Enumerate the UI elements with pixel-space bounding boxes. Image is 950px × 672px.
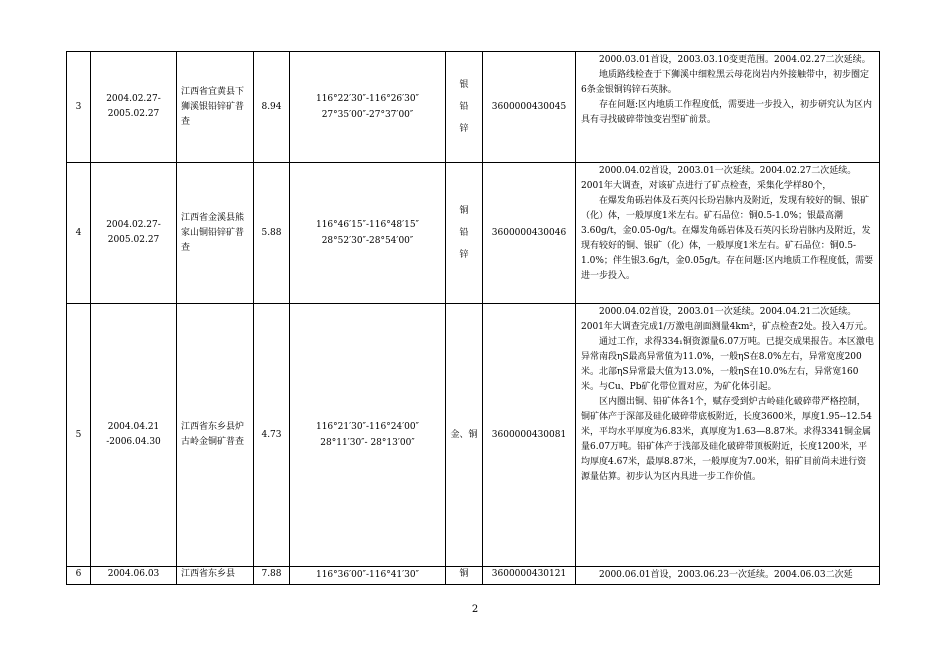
- desc-paragraph: 存在问题:区内地质工作程度低，需要进一步投入，初步研究认为区内具有寻找破碎带蚀变岩型矿前景。: [581, 100, 873, 125]
- period-cell: [91, 304, 177, 567]
- page-number: 2: [471, 604, 479, 615]
- desc-paragraph: 在爆发角砾岩体及石英闪长玢岩脉内及附近，发现有较好的铜、银矿（化）体，一般厚度1米左右。矿石品位：铜0.5-1.0%；银最高潮3.60g/t，金0.05-0g/t。在爆发角砾岩体及石英闪长玢岩脉内及附近，发现有较好的铜、银矿（化）体，一般厚度1米左右。矿石品位：铜0.5-1.0%；伴生银3.6g/t，金0.05g/t。存在问题:区内地质工作程度低，需要进一步投入。: [581, 196, 874, 281]
- description-cell: [576, 567, 880, 585]
- table-row: [67, 567, 880, 585]
- period-cell: [91, 52, 177, 163]
- period-end: -2006.04.30: [106, 437, 161, 447]
- mineral-cell: [446, 52, 483, 163]
- mineral-cell: 金、铜: [446, 304, 483, 567]
- table-row: [67, 52, 880, 163]
- area-cell: 7.88: [254, 567, 290, 585]
- table-row: [67, 163, 880, 304]
- mineral-char: 锌: [459, 250, 469, 260]
- table-row: [67, 304, 880, 567]
- desc-paragraph: 2000.06.01首设，2003.06.23一次延续。2004.06.03二次延: [599, 570, 853, 580]
- row-number: 6: [67, 567, 91, 585]
- permit-number: 3600000430121: [483, 567, 576, 585]
- mineral-cell: 铜: [446, 567, 483, 585]
- mineral-cell: [446, 163, 483, 304]
- coordinates-cell: [290, 304, 446, 567]
- latitude-range: 27°35′00″-27°37′00″: [321, 110, 414, 120]
- latitude-range: 28°52′30″-28°54′00″: [321, 236, 414, 246]
- mineral-char: 铅: [459, 228, 469, 238]
- project-name: 江西省宜黄县下狮溪银铅锌矿普查: [177, 52, 254, 163]
- description-cell: [576, 304, 880, 567]
- row-number: 3: [67, 52, 91, 163]
- area-cell: 4.73: [254, 304, 290, 567]
- desc-paragraph: 2000.04.02首设，2003.01一次延续。2004.02.27二次延续。2001年大调查，对该矿点进行了矿点检查，采集化学样80个，: [581, 166, 857, 191]
- mineral-char: 银: [459, 80, 469, 90]
- desc-paragraph: 2000.03.01首设，2003.03.10变更范围。2004.02.27二次延续。: [599, 55, 871, 65]
- desc-paragraph: 地质路线检查于下狮溪中细粒黑云母花岗岩内外接触带中，初步圈定6条金银铜钨锌石英脉。: [581, 70, 870, 95]
- period-end: 2005.02.27: [107, 235, 160, 245]
- latitude-range: 28°11′30″- 28°13′00″: [320, 438, 415, 448]
- longitude-range: 116°21′30″-116°24′00″: [315, 422, 420, 432]
- period-cell: [91, 163, 177, 304]
- coordinates-cell: [290, 163, 446, 304]
- period-start: 2004.04.21: [107, 422, 160, 432]
- period-cell: 2004.06.03: [91, 567, 177, 585]
- longitude-range: 116°46′15″-116°48′15″: [315, 220, 420, 230]
- mineral-char: 铜: [459, 206, 469, 216]
- mineral-char: 锌: [459, 124, 469, 134]
- permit-number: 3600000430046: [483, 163, 576, 304]
- period-start: 2004.02.27-: [106, 220, 161, 230]
- coordinates-cell: [290, 567, 446, 585]
- project-name: 江西省金溪县熊家山铜铅锌矿普查: [177, 163, 254, 304]
- area-cell: 8.94: [254, 52, 290, 163]
- area-cell: 5.88: [254, 163, 290, 304]
- mineral-char: 铅: [459, 102, 469, 112]
- row-number: 4: [67, 163, 91, 304]
- longitude-range: 116°22′30″-116°26′30″: [315, 94, 420, 104]
- permit-number: 3600000430081: [483, 304, 576, 567]
- period-start: 2004.02.27-: [106, 94, 161, 104]
- desc-paragraph: 通过工作，求得334₁铜资源量6.07万吨。已提交成果报告。本区激电异常南段ηS最高异常值为11.0%，一般ηS在8.0%左右，异常宽度200米。北部ηS异常最大值为13.0%，一般ηS在10.0%左右，异常宽160米。与Cu、Pb矿化带位置对应，为矿化体引起。: [581, 337, 874, 392]
- description-cell: [576, 52, 880, 163]
- project-name: 江西省东乡县炉古岭金铜矿普查: [177, 304, 254, 567]
- longitude-range: 116°36′00″-116°41′30″: [315, 570, 420, 580]
- desc-paragraph: 2000.04.02首设，2003.01一次延续。2004.04.21二次延续。2001年大调查完成1/万激电剖面测量4km²，矿点检查2处。投入4万元。: [581, 307, 873, 332]
- row-number: 5: [67, 304, 91, 567]
- mining-rights-table: [66, 51, 880, 585]
- permit-number: 3600000430045: [483, 52, 576, 163]
- description-cell: [576, 163, 880, 304]
- project-name: 江西省东乡县: [177, 567, 254, 585]
- desc-paragraph: 区内圈出铜、铅矿体各1个，赋存受到炉古岭硅化破碎带严格控制，铜矿体产于深部及硅化破碎带底板附近，长度3600米，厚度1.95--12.54米，平均水平厚度为6.83米，真厚度为1.63—8.87米。求得3341铜金属量6.07万吨。铅矿体产于浅部及硅化破碎带顶板附近，长度1200米，平均厚度4.67米，最厚8.87米，一般厚度为7.00米，铅矿目前尚未进行资源量估算。初步认为区内具进一步工作价值。: [581, 397, 872, 482]
- coordinates-cell: [290, 52, 446, 163]
- period-end: 2005.02.27: [107, 109, 160, 119]
